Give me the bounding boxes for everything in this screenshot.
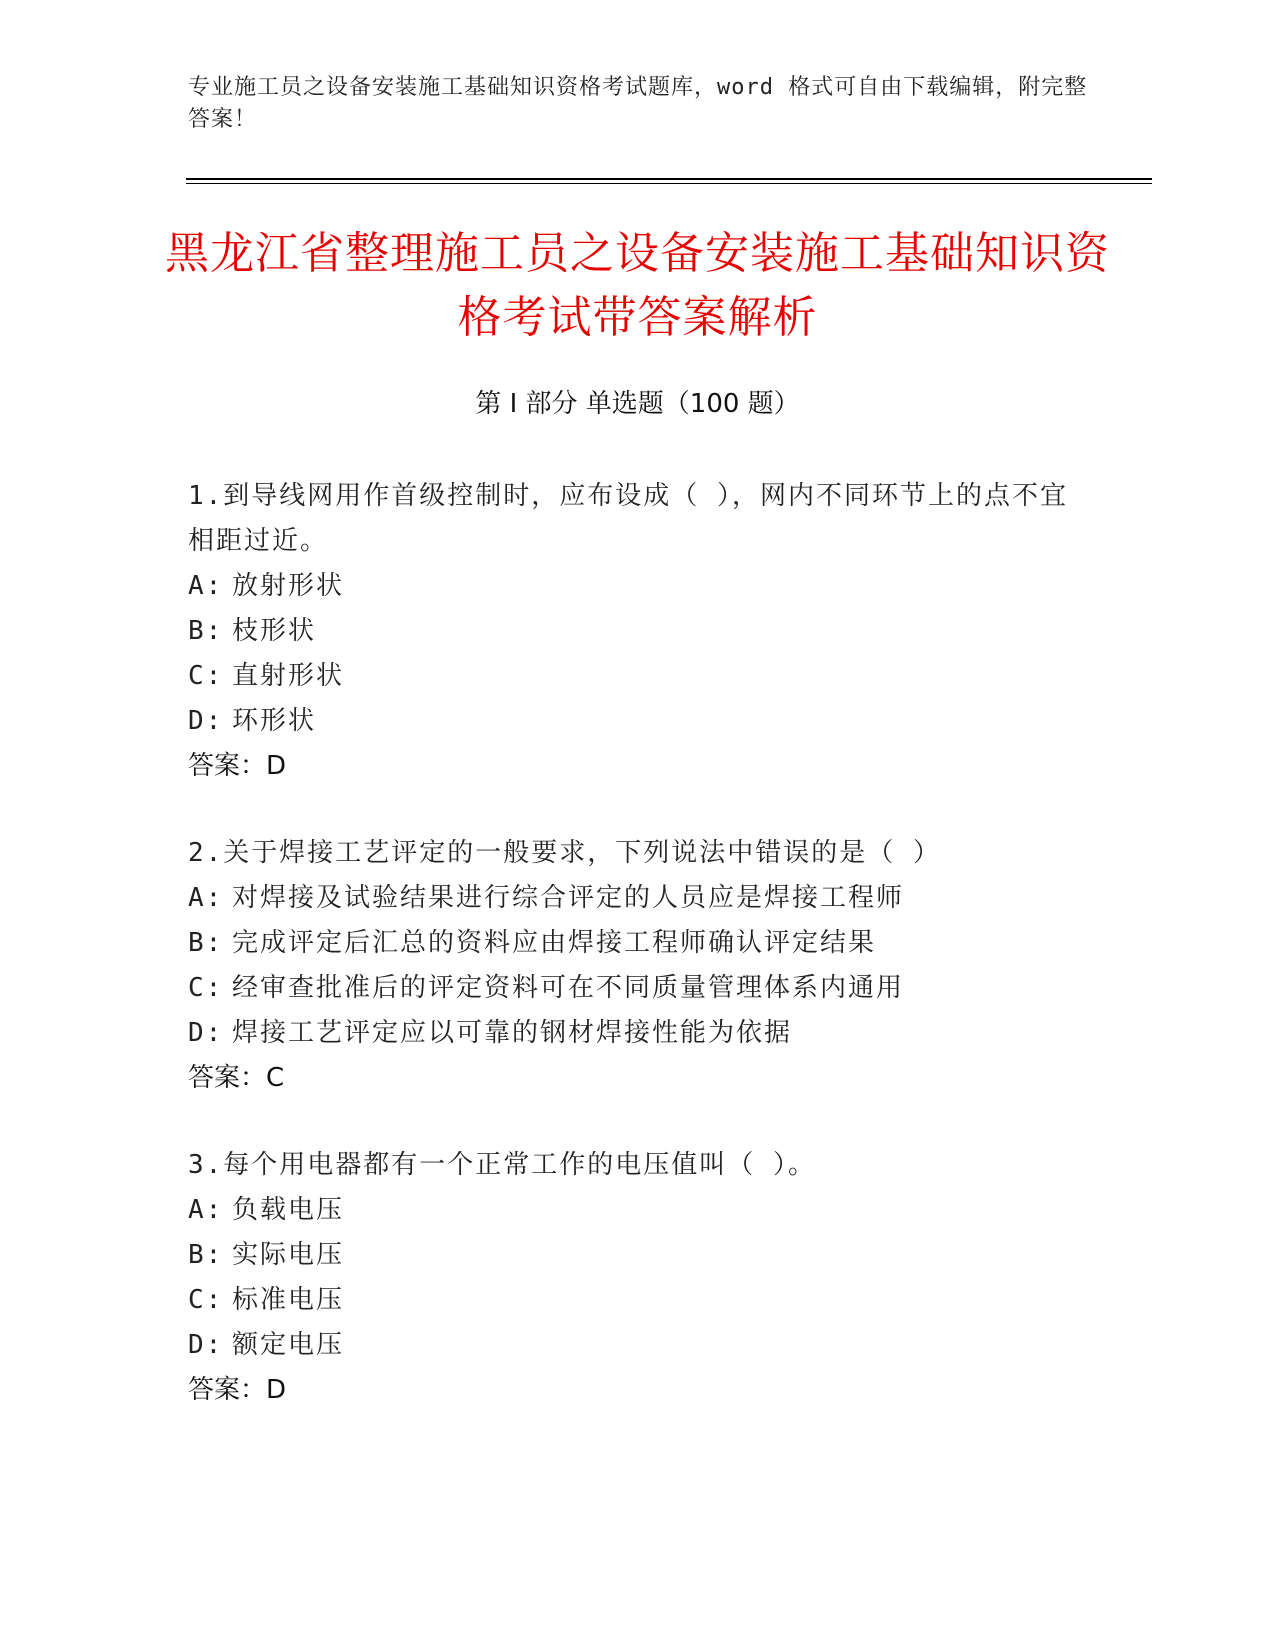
option-key: D: — [188, 1018, 224, 1048]
option-key: B: — [188, 1240, 224, 1270]
option-text: 实际电压 — [232, 1240, 345, 1270]
option-text: 枝形状 — [232, 616, 317, 646]
option-c — [188, 1278, 1088, 1323]
question-2 — [188, 831, 1088, 1101]
section-title: 第 I 部分 单选题（100 题） — [475, 389, 800, 419]
answer: 答案：D — [188, 1375, 287, 1405]
option-text: 额定电压 — [232, 1330, 345, 1360]
document-title: 黑龙江省整理施工员之设备安装施工基础知识资格考试带答案解析 — [165, 228, 1110, 343]
option-text: 对焊接及试验结果进行综合评定的人员应是焊接工程师 — [232, 883, 905, 913]
option-b — [188, 609, 1088, 654]
option-text: 放射形状 — [232, 571, 345, 601]
answer: 答案：D — [188, 751, 287, 781]
option-b — [188, 921, 1088, 966]
option-text: 负载电压 — [232, 1195, 345, 1225]
option-key: A: — [188, 883, 224, 913]
option-text: 环形状 — [232, 706, 317, 736]
option-a — [188, 1188, 1088, 1233]
question-3 — [188, 1143, 1088, 1413]
option-text: 经审查批准后的评定资料可在不同质量管理体系内通用 — [232, 973, 905, 1003]
option-c — [188, 654, 1088, 699]
option-d — [188, 699, 1088, 744]
option-key: C: — [188, 1285, 224, 1315]
answer: 答案：C — [188, 1063, 285, 1093]
option-key: B: — [188, 616, 224, 646]
option-text: 完成评定后汇总的资料应由焊接工程师确认评定结果 — [232, 928, 877, 958]
option-b — [188, 1233, 1088, 1278]
option-key: B: — [188, 928, 224, 958]
header-rule-thin — [186, 183, 1152, 184]
option-key: A: — [188, 1195, 224, 1225]
option-key: C: — [188, 661, 224, 691]
question-stem: 3.每个用电器都有一个正常工作的电压值叫（ ）。 — [188, 1150, 816, 1180]
header-rule-thick — [186, 178, 1152, 180]
option-d — [188, 1011, 1088, 1056]
option-text: 焊接工艺评定应以可靠的钢材焊接性能为依据 — [232, 1018, 793, 1048]
question-list — [188, 474, 1088, 1455]
option-key: D: — [188, 706, 224, 736]
option-c — [188, 966, 1088, 1011]
option-key: D: — [188, 1330, 224, 1360]
question-stem: 2.关于焊接工艺评定的一般要求，下列说法中错误的是（ ） — [188, 838, 941, 868]
option-d — [188, 1323, 1088, 1368]
question-stem: 1.到导线网用作首级控制时，应布设成（ ），网内不同环节上的点不宜相距过近。 — [188, 481, 1068, 556]
option-a — [188, 876, 1088, 921]
option-key: A: — [188, 571, 224, 601]
option-key: C: — [188, 973, 224, 1003]
option-text: 标准电压 — [232, 1285, 345, 1315]
question-1 — [188, 474, 1088, 789]
option-text: 直射形状 — [232, 661, 345, 691]
option-a — [188, 564, 1088, 609]
header-note: 专业施工员之设备安装施工基础知识资格考试题库，word 格式可自由下载编辑，附完整答案！ — [188, 75, 1088, 132]
